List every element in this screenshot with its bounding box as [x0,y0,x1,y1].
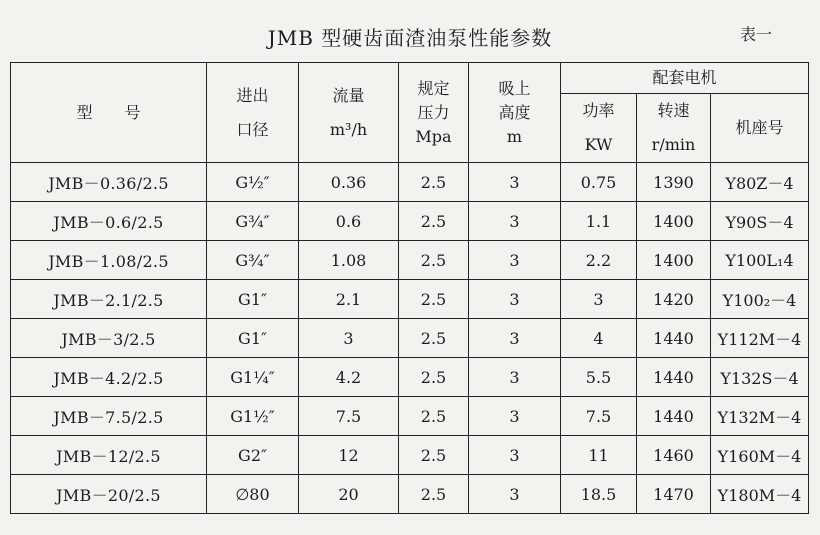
cell-model: JMB－1.08/2.5 [11,241,207,280]
cell-power: 5.5 [561,358,637,397]
cell-model: JMB－0.6/2.5 [11,202,207,241]
cell-power: 4 [561,319,637,358]
cell-frame: Y80Z－4 [711,163,809,202]
header-port [207,63,299,163]
header-row-top [11,63,809,94]
cell-frame: Y160M－4 [711,436,809,475]
header-flow-line2: m³/h [329,119,368,139]
cell-pressure: 2.5 [399,436,469,475]
cell-suction: 3 [469,202,561,241]
document-title: JMB 型硬齿面渣油泵性能参数 [267,26,553,50]
header-flow [299,63,399,163]
cell-model: JMB－20/2.5 [11,475,207,514]
cell-model: JMB－12/2.5 [11,436,207,475]
cell-flow: 7.5 [299,397,399,436]
cell-frame: Y112M－4 [711,319,809,358]
cell-power: 2.2 [561,241,637,280]
header-suction-line1: 吸上 [498,78,531,98]
cell-speed: 1440 [637,397,711,436]
header-motor-group: 配套电机 [561,63,809,94]
cell-speed: 1400 [637,202,711,241]
header-speed-line2: r/min [651,135,696,154]
cell-power: 7.5 [561,397,637,436]
cell-flow: 12 [299,436,399,475]
cell-port: G1½″ [207,397,299,436]
cell-model: JMB－0.36/2.5 [11,163,207,202]
table-row [11,241,809,280]
cell-port: G1¼″ [207,358,299,397]
cell-pressure: 2.5 [399,319,469,358]
cell-port: G½″ [207,163,299,202]
cell-flow: 2.1 [299,280,399,319]
cell-suction: 3 [469,280,561,319]
table-row [11,436,809,475]
table-row [11,475,809,514]
cell-power: 18.5 [561,475,637,514]
header-speed [637,94,711,163]
header-port-line2: 口径 [236,119,269,139]
cell-pressure: 2.5 [399,280,469,319]
cell-flow: 4.2 [299,358,399,397]
table-number: 表一 [740,25,773,44]
cell-model: JMB－3/2.5 [11,319,207,358]
cell-frame: Y90S－4 [711,202,809,241]
pump-spec-table [10,62,809,514]
cell-port: G¾″ [207,241,299,280]
cell-flow: 20 [299,475,399,514]
cell-flow: 0.6 [299,202,399,241]
cell-pressure: 2.5 [399,475,469,514]
cell-speed: 1440 [637,358,711,397]
cell-speed: 1420 [637,280,711,319]
cell-suction: 3 [469,241,561,280]
cell-power: 11 [561,436,637,475]
header-speed-line1: 转速 [657,101,690,120]
cell-port: G2″ [207,436,299,475]
cell-speed: 1440 [637,319,711,358]
header-power [561,94,637,163]
header-pressure-line2: 压力 [417,102,450,122]
cell-power: 3 [561,280,637,319]
cell-speed: 1460 [637,436,711,475]
header-pressure [399,63,469,163]
cell-flow: 0.36 [299,163,399,202]
header-suction-line3: m [506,126,523,146]
cell-port: G1″ [207,319,299,358]
table-row [11,358,809,397]
cell-model: JMB－4.2/2.5 [11,358,207,397]
cell-frame: Y132S－4 [711,358,809,397]
header-port-line1: 进出 [236,85,269,105]
cell-speed: 1390 [637,163,711,202]
cell-frame: Y132M－4 [711,397,809,436]
cell-frame: Y100₂－4 [711,280,809,319]
cell-suction: 3 [469,475,561,514]
header-model: 型 号 [11,63,207,163]
cell-frame: Y180M－4 [711,475,809,514]
cell-port: ∅80 [207,475,299,514]
cell-suction: 3 [469,163,561,202]
header-suction-line2: 高度 [498,102,531,122]
cell-suction: 3 [469,319,561,358]
cell-flow: 3 [299,319,399,358]
header-pressure-line1: 规定 [417,78,450,98]
cell-port: G1″ [207,280,299,319]
header-power-line2: KW [584,135,613,154]
cell-suction: 3 [469,358,561,397]
cell-model: JMB－7.5/2.5 [11,397,207,436]
cell-frame: Y100L₁4 [711,241,809,280]
cell-port: G¾″ [207,202,299,241]
cell-pressure: 2.5 [399,163,469,202]
cell-flow: 1.08 [299,241,399,280]
table-row [11,202,809,241]
table-row [11,280,809,319]
table-row [11,319,809,358]
cell-pressure: 2.5 [399,202,469,241]
header-pressure-line3: Mpa [415,126,452,146]
table-row [11,397,809,436]
cell-speed: 1400 [637,241,711,280]
header-power-line1: 功率 [582,101,615,120]
header-flow-line1: 流量 [332,85,365,105]
cell-model: JMB－2.1/2.5 [11,280,207,319]
cell-pressure: 2.5 [399,241,469,280]
cell-suction: 3 [469,397,561,436]
cell-pressure: 2.5 [399,397,469,436]
cell-pressure: 2.5 [399,358,469,397]
cell-power: 1.1 [561,202,637,241]
cell-power: 0.75 [561,163,637,202]
table-row [11,163,809,202]
header-frame: 机座号 [711,94,809,163]
header-suction [469,63,561,163]
cell-suction: 3 [469,436,561,475]
cell-speed: 1470 [637,475,711,514]
